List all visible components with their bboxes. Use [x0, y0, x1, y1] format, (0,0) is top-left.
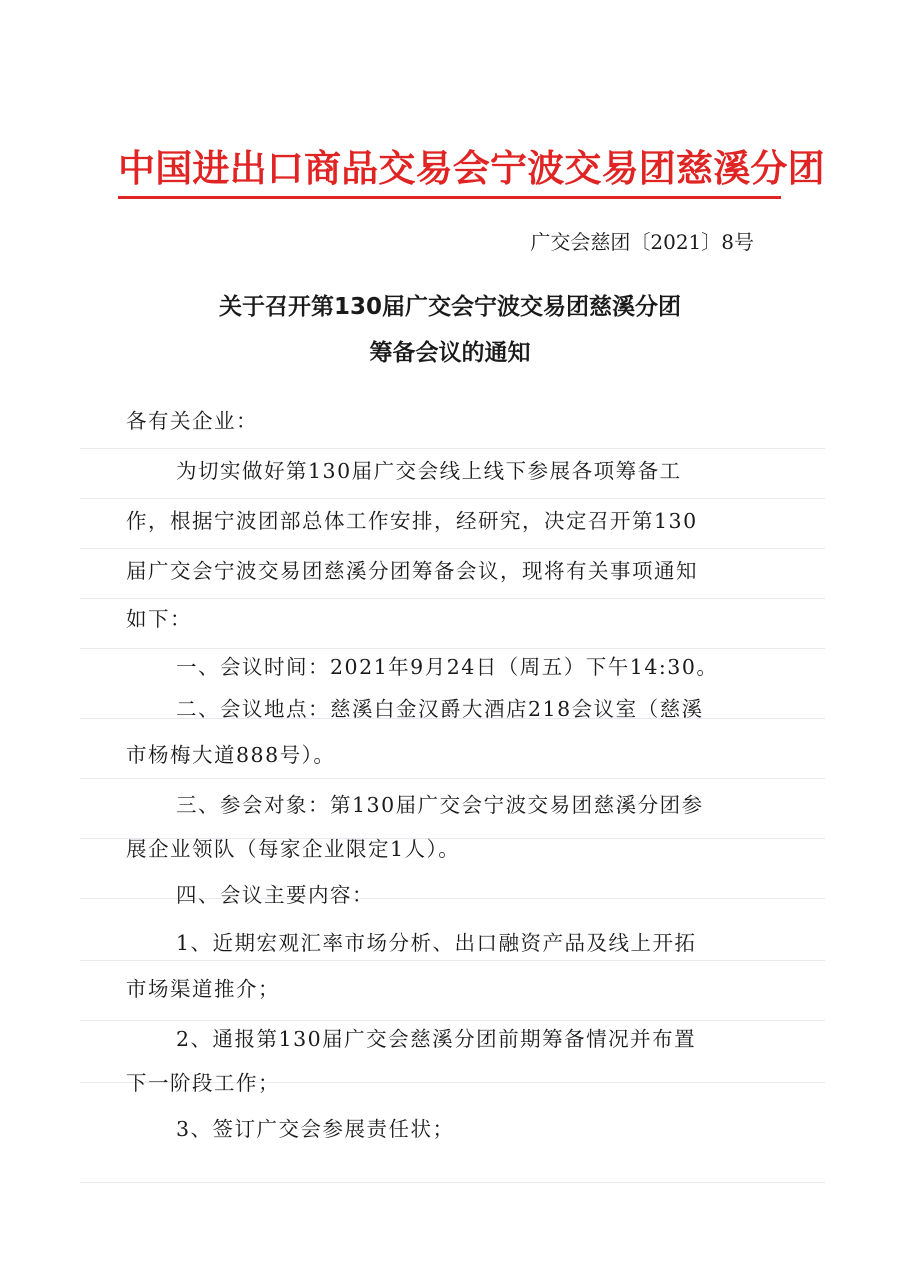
- content-item-2-line-1: 2、通报第130届广交会慈溪分团前期筹备情况并布置: [176, 1027, 697, 1051]
- item-participants-line-1: 三、参会对象：第130届广交会宁波交易团慈溪分团参: [176, 793, 704, 817]
- intro-line-4: 如下：: [126, 607, 192, 631]
- document-title-line-2: 筹备会议的通知: [369, 340, 531, 366]
- ruled-line: [80, 548, 825, 549]
- item-meeting-location-line-2: 市杨梅大道888号）。: [126, 743, 336, 767]
- item-meeting-time: 一、会议时间：2021年9月24日（周五）下午14:30。: [176, 655, 719, 679]
- document-number: 广交会慈团〔2021〕8号: [530, 230, 754, 254]
- item-main-content-heading: 四、会议主要内容：: [176, 883, 374, 907]
- ruled-line: [80, 448, 825, 449]
- intro-line-1: 为切实做好第130届广交会线上线下参展各项筹备工: [176, 459, 682, 483]
- content-item-3: 3、签订广交会参展责任状；: [176, 1117, 455, 1141]
- content-item-1-line-1: 1、近期宏观汇率市场分析、出口融资产品及线上开拓: [176, 931, 697, 955]
- letterhead-red-rule: [118, 196, 781, 199]
- content-item-2-line-2: 下一阶段工作；: [126, 1071, 280, 1095]
- intro-line-3: 届广交会宁波交易团慈溪分团筹备会议，现将有关事项通知: [126, 559, 698, 583]
- ruled-line: [80, 960, 825, 961]
- intro-line-2: 作，根据宁波团部总体工作安排，经研究，决定召开第130: [126, 509, 698, 533]
- item-meeting-location-line-1: 二、会议地点：慈溪白金汉爵大酒店218会议室（慈溪: [176, 697, 704, 721]
- ruled-line: [80, 778, 825, 779]
- ruled-line: [80, 1020, 825, 1021]
- ruled-line: [80, 648, 825, 649]
- document-title-line-1: 关于召开第130届广交会宁波交易团慈溪分团: [218, 294, 681, 320]
- ruled-line: [80, 598, 825, 599]
- ruled-line: [80, 498, 825, 499]
- item-participants-line-2: 展企业领队（每家企业限定1人）。: [126, 837, 461, 861]
- letterhead-title: 中国进出口商品交易会宁波交易团慈溪分团: [118, 147, 825, 190]
- ruled-line: [80, 1182, 825, 1183]
- salutation: 各有关企业：: [126, 409, 258, 433]
- content-item-1-line-2: 市场渠道推介；: [126, 977, 280, 1001]
